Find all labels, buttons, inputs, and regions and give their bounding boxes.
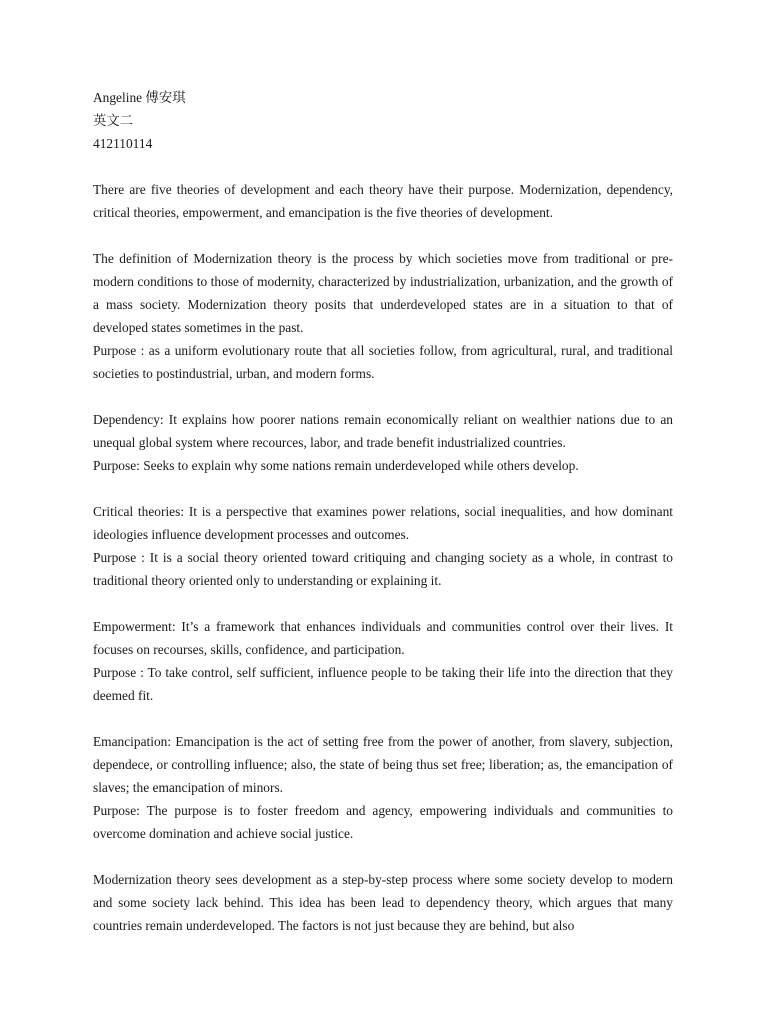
student-id: 412110114 (93, 136, 153, 151)
emancipation-purpose: Purpose: The purpose is to foster freedom and agency, empowering individuals and communities to overcome domination and achieve social justice. (93, 803, 673, 841)
critical-theories-definition: Critical theories: It is a perspective that examines power relations, social inequalities, and how dominant ideologies influence development processes and outcomes. (93, 504, 673, 542)
emancipation-definition: Emancipation: Emancipation is the act of setting free from the power of another, from slavery, subjection, dependece, or controlling influence; also, the state of being thus set free; liberation; as, the emancipation of slaves; the emancipation of minors. (93, 734, 673, 795)
class-name: 英文二 (93, 113, 134, 128)
intro-paragraph: There are five theories of development and each theory have their purpose. Modernization, dependency, critical theories, empowerment, and emancipation is the five theories of development. (93, 182, 673, 220)
empowerment-definition: Empowerment: It’s a framework that enhances individuals and communities control over their lives. It focuses on recourses, skills, confidence, and participation. (93, 619, 673, 657)
critical-theories-purpose: Purpose : It is a social theory oriented toward critiquing and changing society as a whole, in contrast to traditional theory oriented only to understanding or explaining it. (93, 550, 673, 588)
author-name: Angeline 傅安琪 (93, 90, 186, 105)
modernization-definition: The definition of Modernization theory is the process by which societies move from traditional or pre-modern conditions to those of modernity, characterized by industrialization, urbanization, and the growth of a mass society. Modernization theory posits that underdeveloped states are in a situation to that of developed states sometimes in the past. (93, 251, 673, 335)
dependency-definition: Dependency: It explains how poorer nations remain economically reliant on wealthier nations due to an unequal global system where recources, labor, and trade benefit industrialized countries. (93, 412, 673, 450)
empowerment-purpose: Purpose : To take control, self sufficient, influence people to be taking their life into the direction that they deemed fit. (93, 665, 673, 703)
conclusion-paragraph: Modernization theory sees development as a step-by-step process where some society develop to modern and some society lack behind. This idea has been lead to dependency theory, which argues that many countries remain underdeveloped. The factors is not just because they are behind, but also (93, 872, 673, 933)
document-page (93, 86, 673, 937)
modernization-purpose: Purpose : as a uniform evolutionary route that all societies follow, from agricultural, rural, and traditional societies to postindustrial, urban, and modern forms. (93, 343, 673, 381)
dependency-purpose: Purpose: Seeks to explain why some nations remain underdeveloped while others develop. (93, 458, 579, 473)
